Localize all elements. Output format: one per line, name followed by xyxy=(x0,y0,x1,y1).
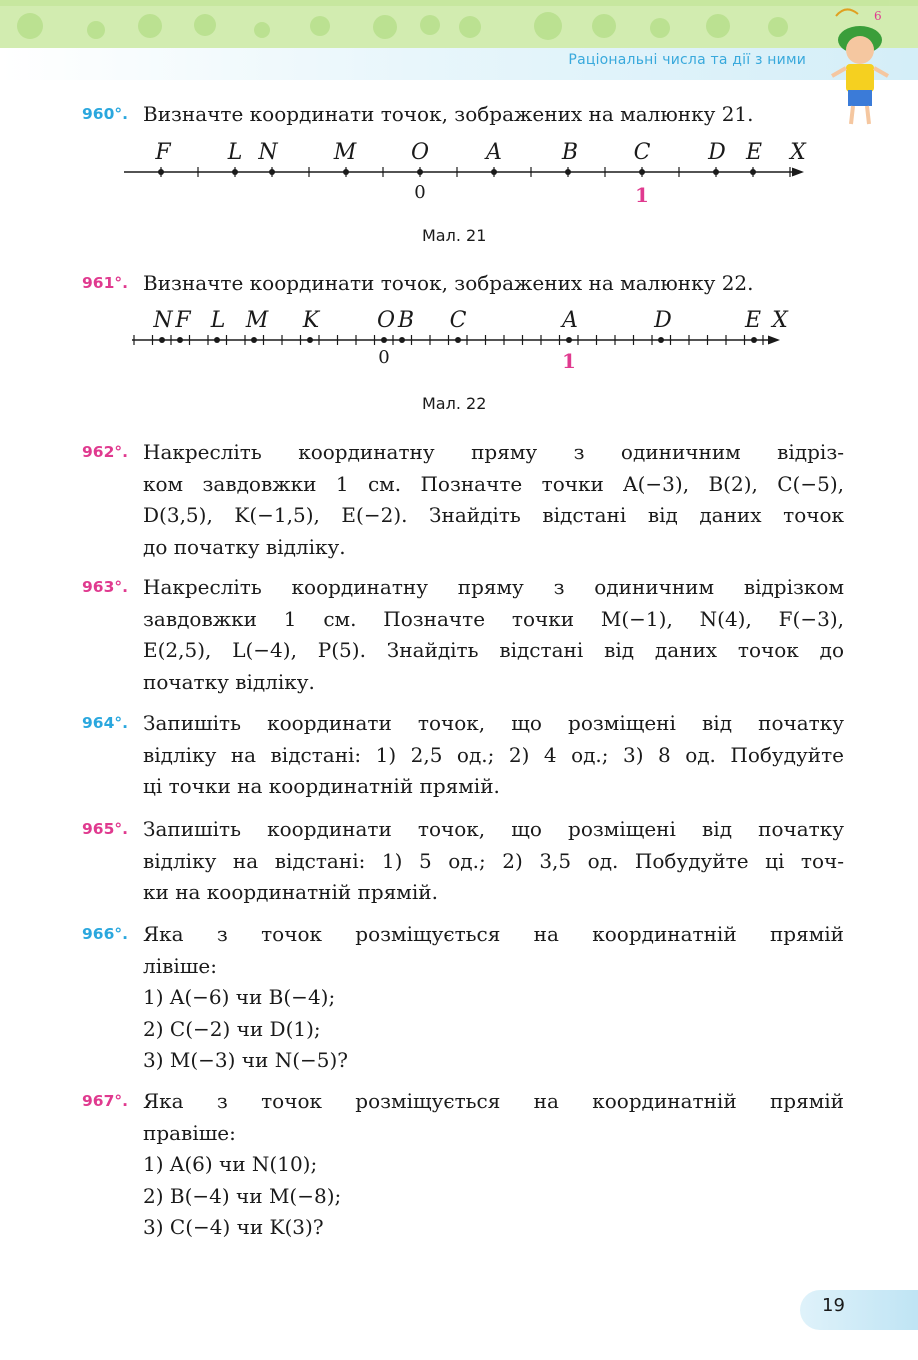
point-label: X xyxy=(790,140,806,165)
point-dot xyxy=(399,337,405,343)
problem-963 xyxy=(82,572,844,698)
point-dot xyxy=(177,337,183,343)
point-dot xyxy=(565,169,571,175)
point-dot xyxy=(455,337,461,343)
point-dot xyxy=(417,169,423,175)
point-dot xyxy=(214,337,220,343)
point-dot xyxy=(307,337,313,343)
problem-text-line: ки на координатній прямій. xyxy=(143,880,438,904)
problem-number: 965°. xyxy=(82,820,128,838)
point-label: N xyxy=(258,140,278,165)
point-label: O xyxy=(410,140,430,165)
point-dot xyxy=(381,337,387,343)
point-dot xyxy=(713,169,719,175)
problem-text-line: завдовжки 1 см. Позначте точки M(−1), N(4), F(−3), xyxy=(143,606,844,631)
point-label: C xyxy=(633,140,651,165)
point-label: L xyxy=(210,308,226,333)
number-line-figure-21 xyxy=(110,132,810,212)
point-label: A xyxy=(486,140,502,165)
zero-label: 0 xyxy=(414,182,426,203)
problem-number: 960°. xyxy=(82,105,128,123)
sub-item: 3) M(−3) чи N(−5)? xyxy=(143,1048,349,1072)
point-label: D xyxy=(708,140,726,165)
point-label: N xyxy=(153,308,173,333)
point-label: M xyxy=(245,308,269,333)
point-label: B xyxy=(561,140,579,165)
unit-label: 1 xyxy=(635,183,649,207)
section-title: Раціональні числа та дії з ними xyxy=(568,52,806,68)
point-label: K xyxy=(302,308,320,333)
problem-text-line: D(3,5), K(−1,5), E(−2). Знайдіть відстані від даних точок xyxy=(143,503,844,527)
point-label: B xyxy=(397,308,415,333)
problem-text-line: початку відліку. xyxy=(143,669,315,694)
point-label: A xyxy=(562,308,578,333)
problem-967 xyxy=(82,1086,844,1244)
figure-caption-22: Мал. 22 xyxy=(422,394,487,413)
point-label: O xyxy=(376,308,396,333)
problem-text-line: правіше: xyxy=(143,1120,236,1145)
problem-text-line: Яка з точок розміщується на координатній прямій xyxy=(143,922,844,946)
problem-text-line: відліку на відстані: 1) 5 од.; 2) 3,5 од. Побудуйте ці точ- xyxy=(143,848,844,873)
point-dot xyxy=(269,169,275,175)
axis-arrow xyxy=(792,168,804,177)
axis-arrow xyxy=(768,336,780,345)
problem-text-line: Запишіть координати точок, що розміщені від початку xyxy=(143,711,844,735)
sub-item: 1) A(6) чи N(10); xyxy=(143,1152,318,1176)
point-label: D xyxy=(654,308,672,333)
point-dot xyxy=(658,337,664,343)
point-dot xyxy=(343,169,349,175)
decorative-numbers-pattern xyxy=(0,0,918,48)
problem-number: 964°. xyxy=(82,714,128,732)
point-dot xyxy=(491,169,497,175)
problem-965 xyxy=(82,814,844,909)
problem-text: Визначте координати точок, зображених на малюнку 22. xyxy=(143,271,754,295)
problem-961 xyxy=(82,268,844,300)
point-label: L xyxy=(227,140,243,165)
sub-item: 1) A(−6) чи B(−4); xyxy=(143,985,336,1009)
zero-label: 0 xyxy=(378,347,390,368)
page-number: 19 xyxy=(822,1295,845,1316)
sub-item: 3) C(−4) чи K(3)? xyxy=(143,1215,324,1239)
problem-number: 966°. xyxy=(82,925,128,943)
problem-text-line: Накресліть координатну пряму з одиничним відрізком xyxy=(143,575,844,599)
point-dot xyxy=(566,337,572,343)
problem-number: 963°. xyxy=(82,578,128,596)
point-dot xyxy=(751,337,757,343)
problem-text-line: лівіше: xyxy=(143,953,217,978)
problem-960 xyxy=(82,99,844,131)
problem-text-line: ці точки на координатній прямій. xyxy=(143,774,500,798)
figure-caption-21: Мал. 21 xyxy=(422,226,487,245)
point-dot xyxy=(639,169,645,175)
point-dot xyxy=(158,169,164,175)
number-line-figure-22 xyxy=(120,300,800,380)
point-label: F xyxy=(155,140,171,165)
top-decorative-band xyxy=(0,0,918,48)
problem-text-line: Яка з точок розміщується на координатній прямій xyxy=(143,1089,844,1113)
problem-text: Визначте координати точок, зображених на малюнку 21. xyxy=(143,102,754,126)
problem-966 xyxy=(82,919,844,1077)
sub-item: 2) B(−4) чи M(−8); xyxy=(143,1183,342,1208)
point-dot xyxy=(251,337,257,343)
unit-label: 1 xyxy=(562,349,576,373)
point-dot xyxy=(232,169,238,175)
point-label: X xyxy=(772,308,788,333)
point-label: F xyxy=(175,308,191,333)
problem-text-line: ком завдовжки 1 см. Позначте точки A(−3), B(2), C(−5), xyxy=(143,471,844,496)
sub-item: 2) C(−2) чи D(1); xyxy=(143,1016,321,1041)
point-label: E xyxy=(744,308,762,333)
point-label: M xyxy=(333,140,357,165)
problem-964 xyxy=(82,708,844,803)
svg-text:6: 6 xyxy=(874,9,882,23)
problem-text-line: до початку відліку. xyxy=(143,534,346,559)
point-label: C xyxy=(449,308,467,333)
problem-number: 961°. xyxy=(82,274,128,292)
problem-text-line: Накресліть координатну пряму з одиничним відріз- xyxy=(143,440,844,464)
problem-number: 962°. xyxy=(82,443,128,461)
problem-text-line: відліку на відстані: 1) 2,5 од.; 2) 4 од.; 3) 8 од. Побудуйте xyxy=(143,742,844,767)
problem-text-line: E(2,5), L(−4), P(5). Знайдіть відстані від даних точок до xyxy=(143,638,844,662)
page-number-tab xyxy=(800,1290,918,1330)
problem-text-line: Запишіть координати точок, що розміщені від початку xyxy=(143,817,844,841)
point-dot xyxy=(159,337,165,343)
point-label: E xyxy=(745,140,763,165)
problem-number: 967°. xyxy=(82,1092,128,1110)
problem-962 xyxy=(82,437,844,563)
point-dot xyxy=(750,169,756,175)
